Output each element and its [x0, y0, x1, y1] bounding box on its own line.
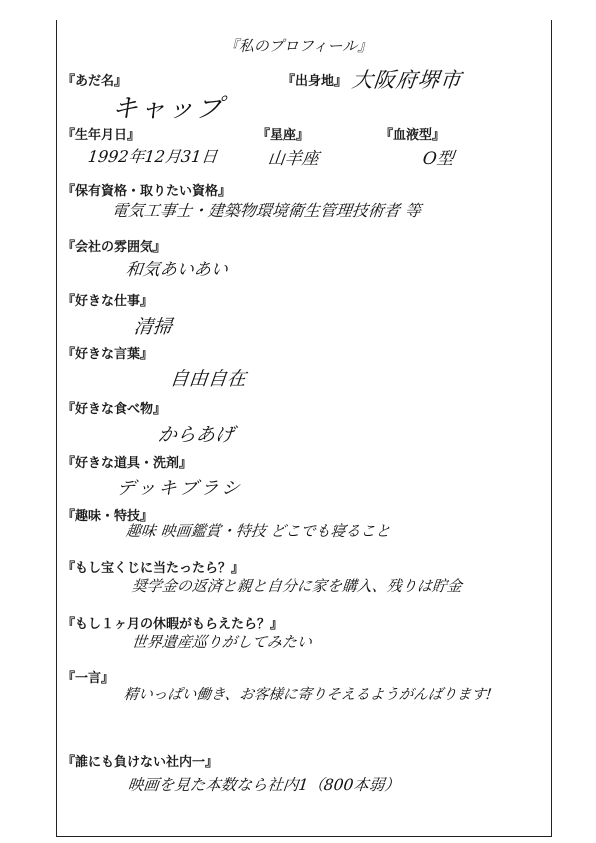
nickname-label: 『あだ名』 — [62, 74, 128, 89]
qualifications-label: 『保有資格・取りたい資格』 — [62, 184, 232, 199]
qualifications-value: 電気工事士・建築物環境衛生管理技術者 等 — [110, 201, 422, 220]
favorite-job-value: 清掃 — [132, 316, 174, 338]
birthday-value: 1992年12月31日 — [86, 147, 219, 166]
comment-label: 『一言』 — [62, 671, 115, 686]
favorite-job-label: 『好きな仕事』 — [62, 294, 154, 309]
favorite-food-value: からあげ — [156, 424, 236, 446]
zodiac-label: 『星座』 — [257, 128, 310, 143]
birthday-label: 『生年月日』 — [62, 128, 141, 143]
hobby-value: 趣味 映画鑑賞・特技 どこでも寝ること — [125, 522, 392, 540]
zodiac-value: 山羊座 — [266, 149, 320, 169]
blood-type-label: 『血液型』 — [380, 128, 446, 143]
favorite-phrase-label: 『好きな言葉』 — [62, 347, 154, 362]
lottery-label: 『もし宝くじに当たったら？』 — [62, 561, 245, 576]
birthplace-value: 大阪府堺市 — [350, 68, 464, 92]
page-title: 『私のプロフィール』 — [223, 37, 373, 55]
atmosphere-label: 『会社の雰囲気』 — [62, 240, 167, 255]
best-label: 『誰にも負けない社内一』 — [62, 755, 219, 770]
lottery-value: 奨学金の返済と親と自分に家を購入、残りは貯金 — [131, 577, 463, 595]
birthplace-label: 『出身地』 — [282, 74, 348, 89]
vacation-label: 『もし１ヶ月の休暇がもらえたら？』 — [62, 617, 284, 632]
best-value: 映画を見た本数なら社内1（800本弱） — [126, 776, 401, 794]
comment-value: 精いっぱい働き、お客様に寄りそえるようがんばります! — [123, 687, 493, 703]
atmosphere-value: 和気あいあい — [124, 260, 229, 280]
favorite-phrase-value: 自由自在 — [168, 368, 248, 390]
favorite-tool-label: 『好きな道具・洗剤』 — [62, 456, 193, 471]
hobby-label: 『趣味・特技』 — [62, 509, 154, 524]
favorite-food-label: 『好きな食べ物』 — [62, 402, 167, 417]
vacation-value: 世界遺産巡りがしてみたい — [131, 633, 313, 651]
favorite-tool-value: デッキブラシ — [115, 478, 244, 499]
blood-type-value: O型 — [421, 149, 455, 169]
nickname-value: キャップ — [110, 94, 226, 124]
